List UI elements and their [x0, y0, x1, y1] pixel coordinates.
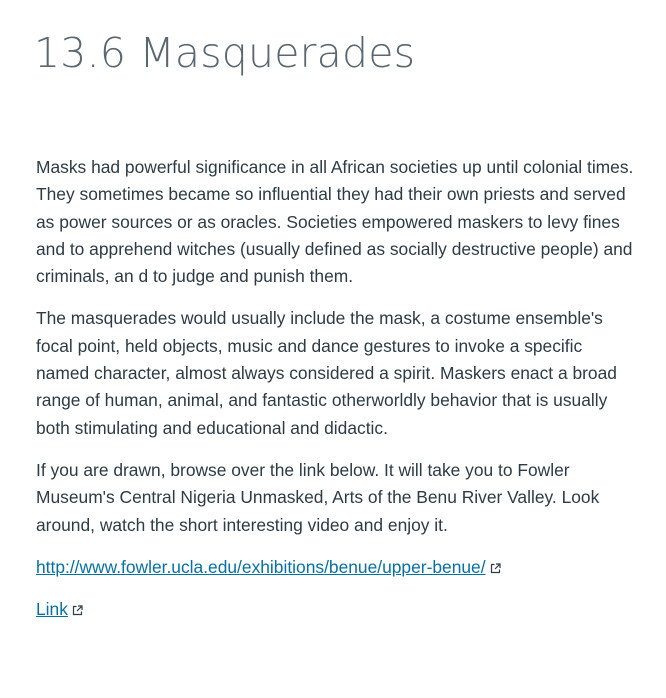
- short-link[interactable]: Link: [36, 599, 68, 620]
- external-link-icon[interactable]: [490, 563, 501, 574]
- short-link-row: [36, 596, 640, 623]
- page-body: [36, 154, 640, 623]
- paragraph-link-intro: If you are drawn, browse over the link below. It will take you to Fowler Museum's Central Nigeria Unmasked, Arts of the Benu River Valley. Look around, watch the short interesting video and enjoy it.: [36, 459, 600, 535]
- external-link-icon[interactable]: [72, 605, 83, 616]
- fowler-museum-url-link[interactable]: http://www.fowler.ucla.edu/exhibitions/benue/upper-benue/: [36, 556, 486, 577]
- page-content: [0, 28, 666, 623]
- paragraph-masquerades: The masquerades would usually include the mask, a costume ensemble's focal point, held objects, music and dance gestures to invoke a specific named character, almost always considered a spirit. Maskers enact a broad range of human, animal, and fantastic otherworldly behavior that is usually both stimulating and educational and didactic.: [36, 308, 617, 438]
- page-title: 13.6 Masquerades: [34, 29, 416, 77]
- url-link-row: [36, 554, 640, 581]
- paragraph-masks-significance: Masks had powerful significance in all African societies up until colonial times. They sometimes became so influential they had their own priests and served as power sources or as oracles. Societies empowered maskers to levy fines and to apprehend witches (usually defined as socially destructive people) and criminals, an d to judge and punish them.: [36, 157, 634, 287]
